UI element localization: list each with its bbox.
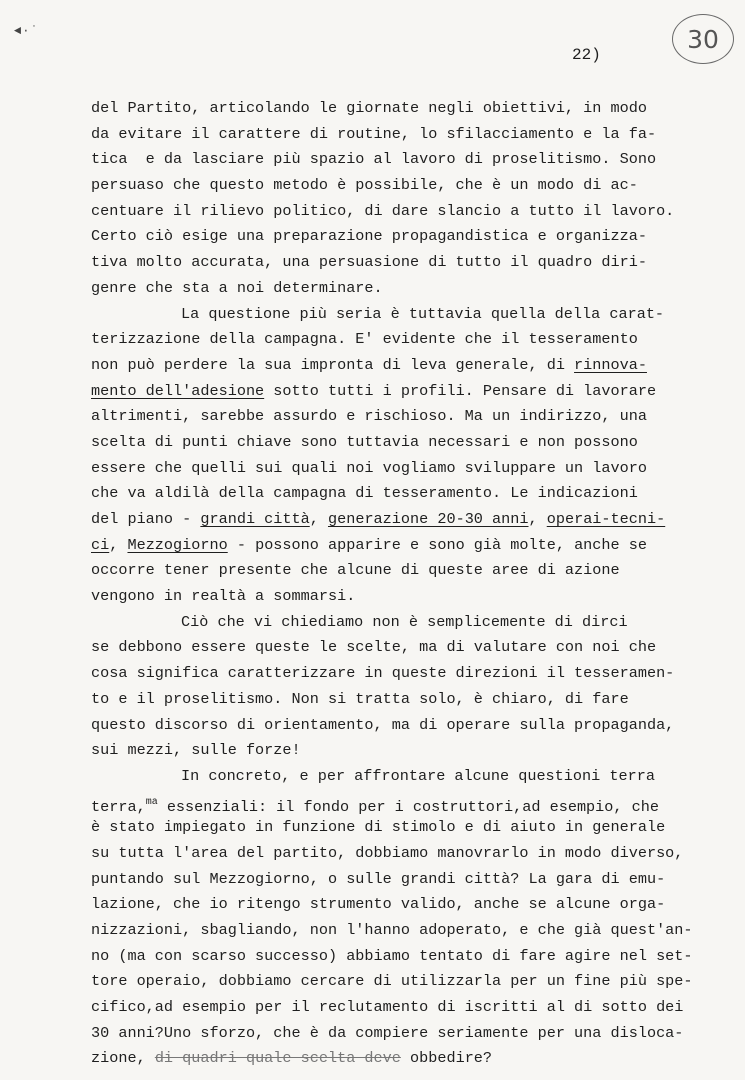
text-line: no (ma con scarso successo) abbiamo tentato di fare agire nel set- — [91, 946, 693, 965]
text-segment: - possono apparire e sono già molte, anche se — [227, 535, 647, 554]
text-segment: , — [528, 510, 547, 528]
underlined-phrase: Mezzogiorno — [127, 535, 228, 554]
text-line: tica e da lasciare più spazio al lavoro di proselitismo. Sono — [91, 150, 657, 169]
text-line: è stato impiegato in funzione di stimolo e di aiuto in generale — [91, 818, 666, 837]
struck-through-phrase: di quadri quale scelta deve — [154, 1049, 401, 1068]
underlined-phrase: rinnova- — [574, 355, 647, 374]
underlined-phrase: generazione 20-30 anni — [327, 510, 529, 528]
underlined-phrase: grandi città — [200, 510, 310, 528]
body-text — [91, 96, 693, 1072]
text-line: puntando sul Mezzogiorno, o sulle grandi città? La gara di emu- — [91, 869, 666, 888]
underlined-phrase: mento dell'adesione — [91, 381, 265, 400]
text-line: scelta di punti chiave sono tuttavia necessari e non possono — [91, 432, 638, 451]
text-line: cosa significa caratterizzare in queste direzioni il tesseramen- — [91, 664, 675, 683]
text-segment: terra, — [91, 797, 146, 816]
text-line: centuare il rilievo politico, di dare slancio a tutto il lavoro. — [91, 201, 675, 220]
text-line: terizzazione della campagna. E' evidente che il tesseramento — [91, 330, 638, 349]
archive-number-stamp — [672, 14, 734, 64]
text-segment: , — [309, 510, 328, 528]
text-segment: essenziali: il fondo per i costruttori,ad esempio, che — [157, 797, 659, 816]
handwritten-insertion: ma — [145, 796, 158, 808]
archive-number: 30 — [687, 24, 719, 54]
text-line: essere che quelli sui quali noi vogliamo sviluppare un lavoro — [91, 458, 647, 477]
text-line: lazione, che io ritengo strumento valido, anche se alcune orga- — [91, 895, 666, 914]
text-line: Ciò che vi chiediamo non è semplicemente di dirci — [181, 612, 628, 631]
text-segment: zione, — [91, 1049, 155, 1068]
text-line — [91, 1046, 686, 1072]
text-line: tiva molto accurata, una persuasione di tutto il quadro diri- — [91, 253, 647, 272]
corner-mark: ◄·˙ — [14, 24, 39, 38]
text-line: questo discorso di orientamento, ma di operare sulla propaganda, — [91, 715, 675, 734]
text-line: In concreto, e per affrontare alcune questioni terra — [181, 766, 655, 785]
text-line: se debbono essere queste le scelte, ma di valutare con noi che — [91, 638, 657, 657]
text-line: sui mezzi, sulle forze! — [91, 741, 301, 760]
text-line: La questione più seria è tuttavia quella della carat- — [181, 304, 665, 323]
text-line: genre che sta a noi determinare. — [91, 278, 383, 297]
text-segment: , — [109, 535, 128, 554]
text-line — [91, 533, 686, 559]
text-line: vengono in realtà a sommarsi. — [91, 587, 356, 606]
text-segment: sotto tutti i profili. Pensare di lavorare — [264, 381, 657, 400]
text-line — [91, 379, 686, 405]
text-line: tore operaio, dobbiamo cercare di utilizzarla per un fine più spe- — [91, 972, 693, 991]
text-line: su tutta l'area del partito, dobbiamo manovrarlo in modo diverso, — [91, 843, 684, 862]
text-line — [91, 507, 686, 533]
text-line: cifico,ad esempio per il reclutamento di iscritti al di sotto dei — [91, 998, 684, 1017]
text-segment: del piano - — [91, 510, 201, 528]
text-line — [91, 353, 686, 379]
text-line: Certo ciò esige una preparazione propagandistica e organizza- — [91, 227, 647, 246]
text-line: to e il proselitismo. Non si tratta solo, è chiaro, di fare — [91, 689, 629, 708]
page-number: 22) — [572, 46, 601, 64]
text-line: persuaso che questo metodo è possibile, che è un modo di ac- — [91, 176, 638, 195]
text-line: occorre tener presente che alcune di queste aree di azione — [91, 561, 620, 580]
text-segment: obbedire? — [400, 1049, 493, 1068]
text-line: da evitare il carattere di routine, lo sfilacciamento e la fa- — [91, 124, 657, 143]
underlined-phrase: ci — [91, 535, 110, 554]
underlined-phrase: operai-tecni- — [546, 510, 666, 528]
text-segment: non può perdere la sua impronta di leva generale, di — [91, 355, 575, 374]
text-line — [91, 790, 686, 816]
text-line: nizzazioni, sbagliando, non l'hanno adoperato, e che già quest'an- — [91, 921, 693, 939]
text-line: che va aldilà della campagna di tesseramento. Le indicazioni — [91, 484, 638, 503]
text-line: altrimenti, sarebbe assurdo e rischioso. Ma un indirizzo, una — [91, 407, 647, 426]
text-line: del Partito, articolando le giornate negli obiettivi, in modo — [91, 99, 647, 117]
text-line: 30 anni?Uno sforzo, che è da compiere seriamente per una disloca- — [91, 1023, 684, 1042]
